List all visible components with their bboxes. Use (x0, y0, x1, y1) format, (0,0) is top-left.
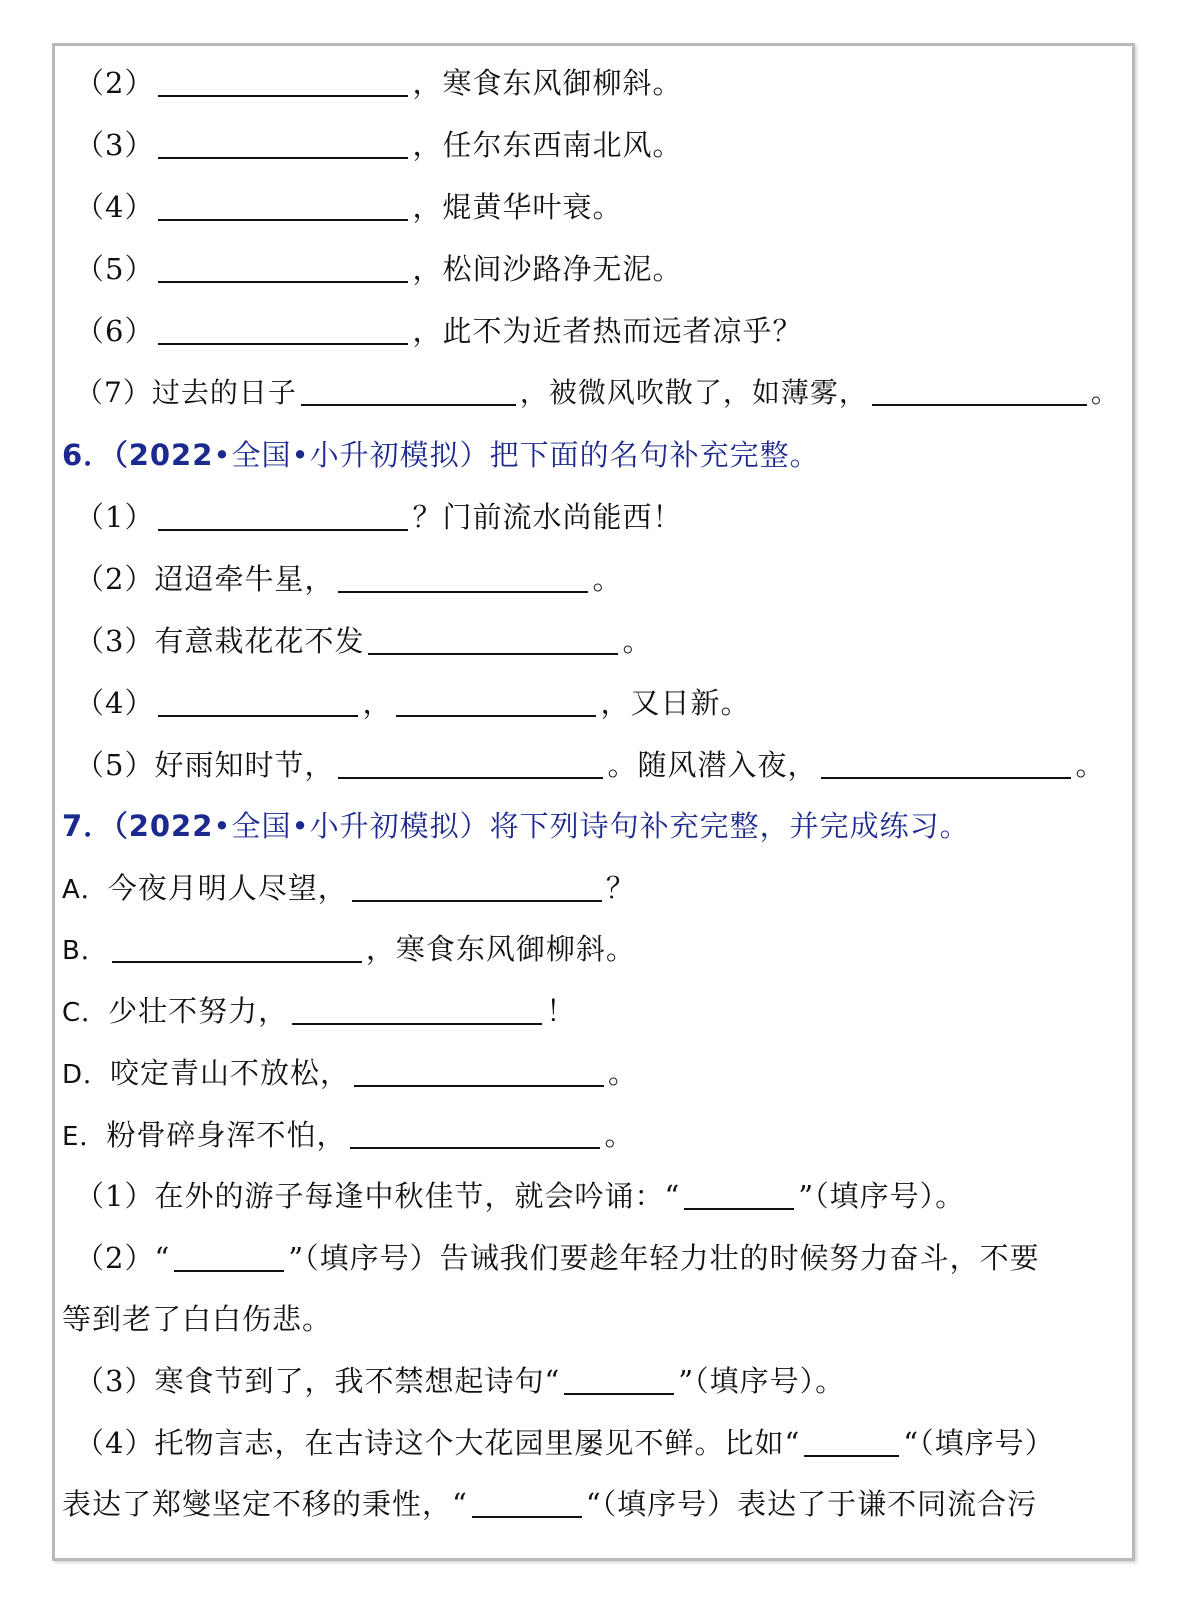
item-text: “（填序号） (903, 1426, 1055, 1460)
item-text: ”（填序号）告诫我们要趁年轻力壮的时候努力奋斗，不要 (288, 1241, 1040, 1275)
item-number: （3） (75, 624, 155, 658)
answer-blank[interactable] (158, 681, 358, 717)
option-label: E． (62, 1122, 107, 1152)
item-text: ，寒食东风御柳斜。 (412, 66, 683, 100)
q6-item-2 (75, 556, 622, 602)
q7-sub-2 (75, 1235, 1040, 1281)
q5-item-2 (75, 60, 682, 106)
item-text: ， (362, 686, 393, 720)
answer-blank[interactable] (821, 743, 1071, 779)
q5-item-6 (75, 308, 802, 354)
item-number: （1） (75, 500, 155, 534)
q6-item-4 (75, 680, 750, 726)
question-7-heading (62, 803, 970, 849)
item-text: ”（填序号）。 (798, 1179, 966, 1213)
item-text: ，焜黄华叶衰。 (412, 190, 623, 224)
item-number: （4） (75, 686, 155, 720)
item-text: ，寒食东风御柳斜。 (365, 932, 636, 966)
item-text: ？ (605, 871, 636, 905)
option-label: D． (62, 1060, 111, 1090)
question-6-heading (62, 432, 820, 478)
answer-blank[interactable] (301, 370, 516, 406)
item-text: 。 (608, 1056, 639, 1090)
answer-blank[interactable] (338, 743, 603, 779)
answer-blank[interactable] (158, 247, 408, 283)
answer-blank[interactable] (158, 61, 408, 97)
answer-blank[interactable] (872, 370, 1087, 406)
answer-blank[interactable] (338, 557, 588, 593)
question-instruction: 把下面的名句补充完整。 (489, 438, 820, 472)
answer-blank[interactable] (352, 866, 602, 902)
item-text: 。随风潜入夜， (607, 748, 818, 782)
answer-blank[interactable] (472, 1482, 582, 1518)
item-text: “（填序号）表达了于谦不同流合污 (585, 1487, 1038, 1521)
item-text: 过去的日子 (151, 376, 297, 409)
item-number: （3） (75, 1364, 155, 1398)
question-region: 全国 (231, 809, 292, 843)
separator-dot: • (291, 809, 310, 843)
item-text: ”（填序号）。 (678, 1364, 846, 1398)
item-number: （6） (75, 314, 155, 348)
answer-blank[interactable] (354, 1051, 604, 1087)
q7-sub-4 (75, 1420, 1055, 1466)
item-text: ，任尔东西南北风。 (412, 128, 683, 162)
q7-sub-2-continued (62, 1296, 332, 1342)
q5-item-3 (75, 122, 682, 168)
question-year: （2022 (113, 438, 214, 472)
q5-item-5 (75, 246, 682, 292)
item-number: （2） (75, 66, 155, 100)
answer-blank[interactable] (158, 123, 408, 159)
item-text: 。 (592, 562, 623, 596)
question-year: （2022 (113, 809, 214, 843)
item-text: 今夜月明人尽望， (107, 871, 348, 905)
answer-blank[interactable] (158, 309, 408, 345)
q6-item-1 (75, 494, 682, 540)
item-text: 托物言志，在古诗这个大花园里屡见不鲜。比如“ (154, 1426, 801, 1460)
item-text: 在外的游子每逢中秋佳节，就会吟诵：“ (154, 1179, 681, 1213)
answer-blank[interactable] (396, 681, 596, 717)
item-text: 少壮不努力， (108, 994, 289, 1028)
answer-blank[interactable] (804, 1421, 899, 1457)
item-text: ，松间沙路净无泥。 (412, 252, 683, 286)
separator-dot: • (291, 438, 310, 472)
answer-blank[interactable] (350, 1113, 600, 1149)
q7-option-a (62, 865, 636, 911)
item-text: 有意栽花花不发 (154, 624, 365, 658)
option-label: A． (62, 875, 108, 905)
item-number: （2） (75, 1241, 155, 1275)
q7-sub-4-continued (62, 1481, 1037, 1527)
item-text: 寒食节到了，我不禁想起诗句“ (154, 1364, 561, 1398)
answer-blank[interactable] (292, 989, 542, 1025)
item-text: ，被微风吹散了，如薄雾， (519, 376, 868, 409)
q5-item-7 (75, 370, 1120, 416)
item-text: 。 (622, 624, 653, 658)
item-number: （5） (75, 252, 155, 286)
q7-option-c (62, 988, 576, 1034)
question-source: 小升初模拟） (309, 438, 490, 472)
item-number: （4） (75, 1426, 155, 1460)
item-number: （2） (75, 562, 155, 596)
item-text: “ (154, 1241, 171, 1275)
q7-option-d (62, 1050, 638, 1096)
item-number: （1） (75, 1179, 155, 1213)
item-number: （5） (75, 748, 155, 782)
item-text: ，此不为近者热而远者凉乎？ (412, 314, 803, 348)
separator-dot: • (213, 438, 232, 472)
option-label: C． (62, 998, 109, 1028)
answer-blank[interactable] (684, 1174, 794, 1210)
item-text: 好雨知时节， (154, 748, 335, 782)
question-instruction: 将下列诗句补充完整，并完成练习。 (489, 809, 970, 843)
option-label: B． (62, 936, 108, 966)
item-text: 表达了郑燮坚定不移的秉性，“ (62, 1487, 468, 1521)
item-text: 。 (1090, 376, 1120, 409)
item-text: 粉骨碎身浑不怕， (106, 1118, 347, 1152)
answer-blank[interactable] (368, 619, 618, 655)
answer-blank[interactable] (158, 185, 408, 221)
item-number: （7） (75, 376, 152, 409)
answer-blank[interactable] (112, 927, 362, 963)
separator-dot: • (213, 809, 232, 843)
item-text: 咬定青山不放松， (110, 1056, 351, 1090)
item-text: ！ (546, 994, 577, 1028)
question-number: 7． (62, 809, 114, 843)
answer-blank[interactable] (564, 1359, 674, 1395)
q7-sub-1 (75, 1173, 965, 1219)
q6-item-5 (75, 742, 1106, 788)
item-number: （4） (75, 190, 155, 224)
item-text: ？门前流水尚能西！ (412, 500, 683, 534)
q5-item-4 (75, 184, 622, 230)
item-text: 。 (1075, 748, 1106, 782)
item-text: ，又日新。 (600, 686, 751, 720)
question-source: 小升初模拟） (309, 809, 490, 843)
item-text: 。 (604, 1118, 635, 1152)
question-number: 6． (62, 438, 114, 472)
question-region: 全国 (231, 438, 292, 472)
answer-blank[interactable] (158, 495, 408, 531)
answer-blank[interactable] (174, 1236, 284, 1272)
q7-option-b (62, 926, 636, 972)
item-text: 迢迢牵牛星， (154, 562, 335, 596)
q6-item-3 (75, 618, 652, 664)
q7-sub-3 (75, 1358, 845, 1404)
item-text: 等到老了白白伤悲。 (62, 1302, 333, 1336)
item-number: （3） (75, 128, 155, 162)
q7-option-e (62, 1112, 634, 1158)
